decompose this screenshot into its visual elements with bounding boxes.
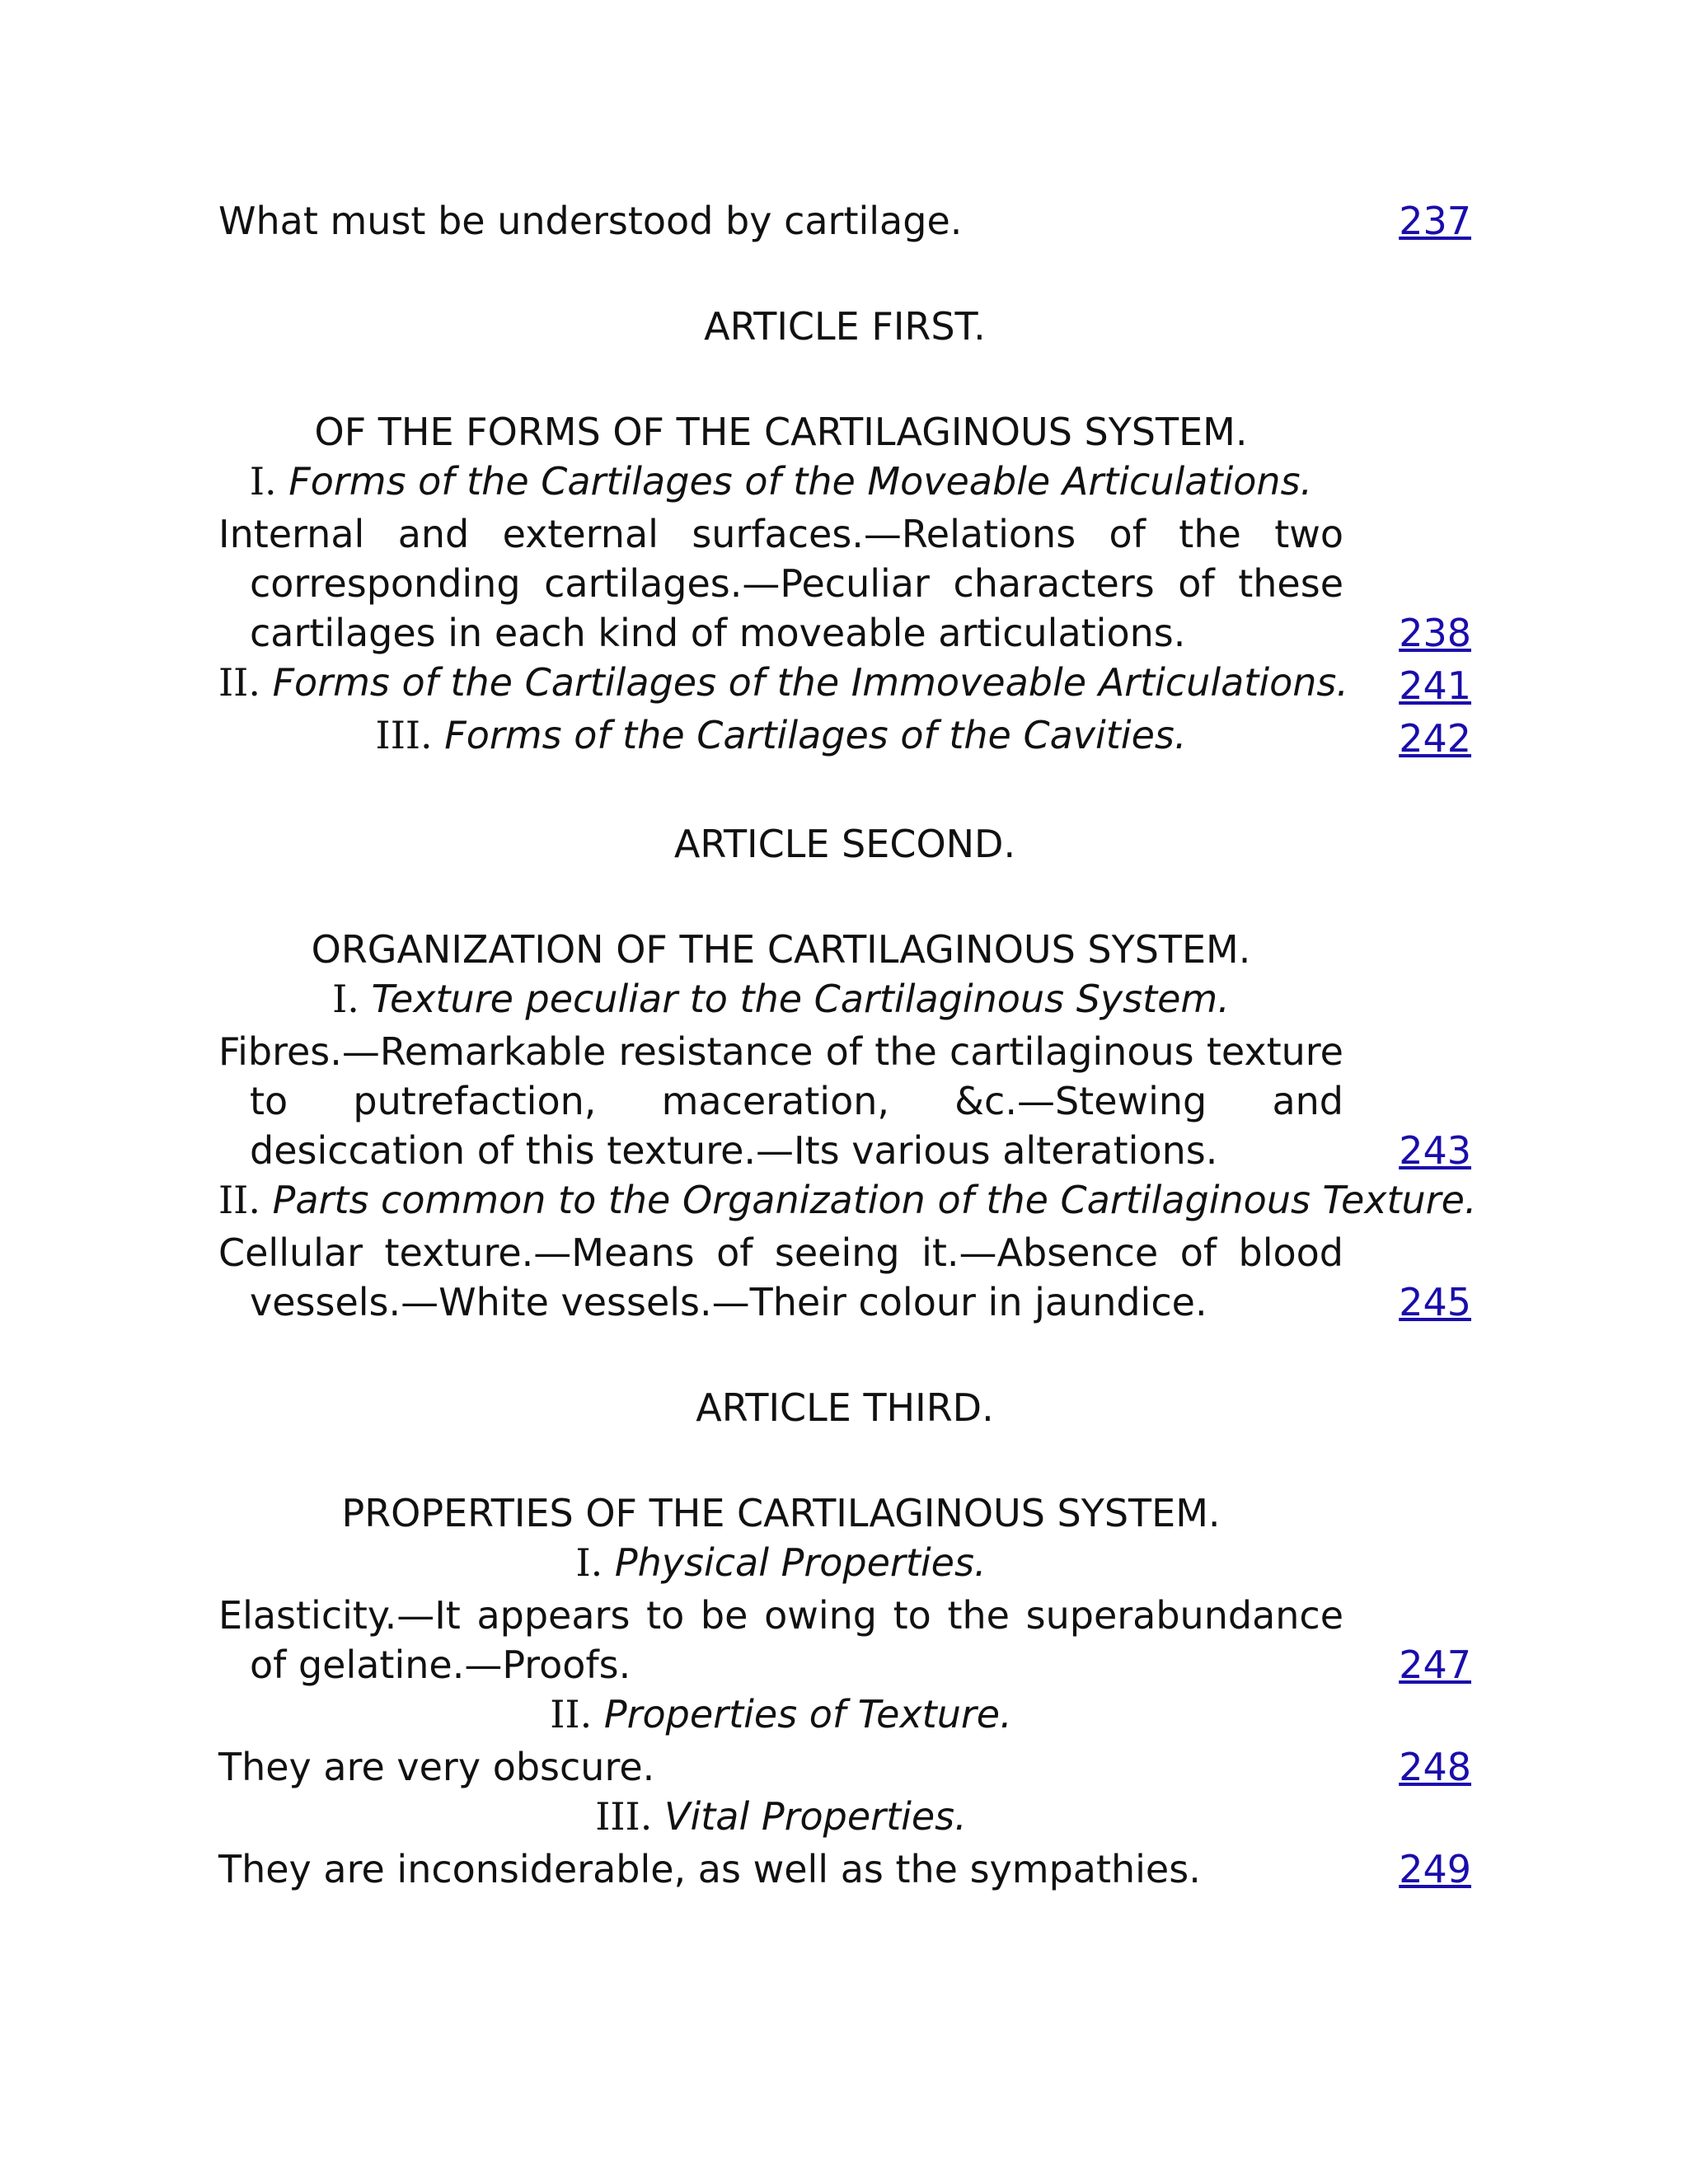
- section-title: Physical Properties.: [614, 1540, 987, 1585]
- page-link-247[interactable]: 247: [1399, 1643, 1471, 1687]
- toc-entry-obscure: [218, 1742, 1471, 1792]
- section-title: Forms of the Cartilages of the Moveable Articulations.: [288, 459, 1313, 504]
- toc-entry-text: Elasticity.—It appears to be owing to the superabundance of gelatine.—Proofs.: [218, 1593, 1343, 1687]
- article-third-title: ARTICLE THIRD.: [696, 1385, 994, 1430]
- section-title: Forms of the Cartilages of the Immoveable Articulations.: [272, 660, 1349, 705]
- article-third-heading: PROPERTIES OF THE CARTILAGINOUS SYSTEM.: [341, 1491, 1221, 1535]
- toc-entry-text: Internal and external surfaces.—Relations of the two corresponding cartilages.—Peculiar characters of these cartilages in each kind of moveable articulations.: [218, 512, 1343, 655]
- section-heading-physical: [218, 1538, 1343, 1591]
- section-heading-cavities: [218, 710, 1343, 763]
- page-link-241[interactable]: 241: [1399, 663, 1471, 708]
- section-number: III.: [595, 1794, 653, 1839]
- toc-entry-cartilage-definition: [218, 196, 1471, 246]
- page-link-242[interactable]: 242: [1399, 716, 1471, 761]
- page-link-248[interactable]: 248: [1399, 1745, 1471, 1789]
- toc-entry-moveable: [218, 509, 1471, 658]
- section-title: Forms of the Cartilages of the Cavities.: [444, 713, 1187, 757]
- toc-entry-text: Cellular texture.—Means of seeing it.—Absence of blood vessels.—White vessels.—Their colour in jaundice.: [218, 1230, 1343, 1324]
- article-second-title: ARTICLE SECOND.: [673, 822, 1016, 866]
- section-heading-immoveable: [218, 658, 1349, 710]
- section-heading-moveable: [218, 457, 1343, 509]
- section-title: Texture peculiar to the Cartilaginous System.: [371, 977, 1230, 1021]
- section-number: I.: [332, 977, 359, 1021]
- section-title: Parts common to the Organization of the Cartilaginous Texture.: [272, 1178, 1477, 1222]
- toc-entry-text: Fibres.—Remarkable resistance of the cartilaginous texture to putrefaction, maceration, &c.—Stewing and desiccation of this texture.—Its various alterations.: [218, 1029, 1343, 1173]
- toc-entry-elasticity: [218, 1591, 1471, 1690]
- toc-entry-immoveable: [218, 658, 1471, 710]
- section-heading-texture-peculiar: [218, 974, 1343, 1027]
- section-number: II.: [218, 1178, 260, 1222]
- section-heading-vital: [218, 1792, 1343, 1844]
- toc-entry-text: They are inconsiderable, as well as the sympathies.: [218, 1847, 1201, 1891]
- article-second-heading: ORGANIZATION OF THE CARTILAGINOUS SYSTEM.: [311, 927, 1251, 972]
- toc-entry-cavities: [218, 710, 1471, 763]
- page-link-249[interactable]: 249: [1399, 1847, 1471, 1891]
- section-title: Properties of Texture.: [603, 1692, 1012, 1736]
- section-number: I.: [575, 1540, 603, 1585]
- article-first-title: ARTICLE FIRST.: [704, 304, 986, 349]
- table-of-contents-page: [218, 196, 1477, 1894]
- page-link-238[interactable]: 238: [1399, 611, 1471, 655]
- section-heading-texture-properties: [218, 1690, 1343, 1742]
- toc-entry-text: They are very obscure.: [218, 1745, 655, 1789]
- page-link-243[interactable]: 243: [1399, 1128, 1471, 1173]
- section-title: Vital Properties.: [663, 1794, 967, 1839]
- toc-entry-text: What must be understood by cartilage.: [218, 199, 963, 243]
- page-link-237[interactable]: 237: [1399, 199, 1471, 243]
- article-first-heading: OF THE FORMS OF THE CARTILAGINOUS SYSTEM.: [314, 410, 1248, 454]
- section-heading-parts-common: [218, 1175, 1477, 1228]
- section-number: II.: [550, 1692, 593, 1736]
- toc-entry-fibres: [218, 1027, 1471, 1175]
- section-number: II.: [218, 660, 260, 705]
- page-link-245[interactable]: 245: [1399, 1280, 1471, 1324]
- toc-entry-cellular-texture: [218, 1228, 1471, 1327]
- section-number: I.: [249, 459, 277, 504]
- toc-entry-inconsiderable: [218, 1844, 1471, 1894]
- section-number: III.: [375, 713, 433, 757]
